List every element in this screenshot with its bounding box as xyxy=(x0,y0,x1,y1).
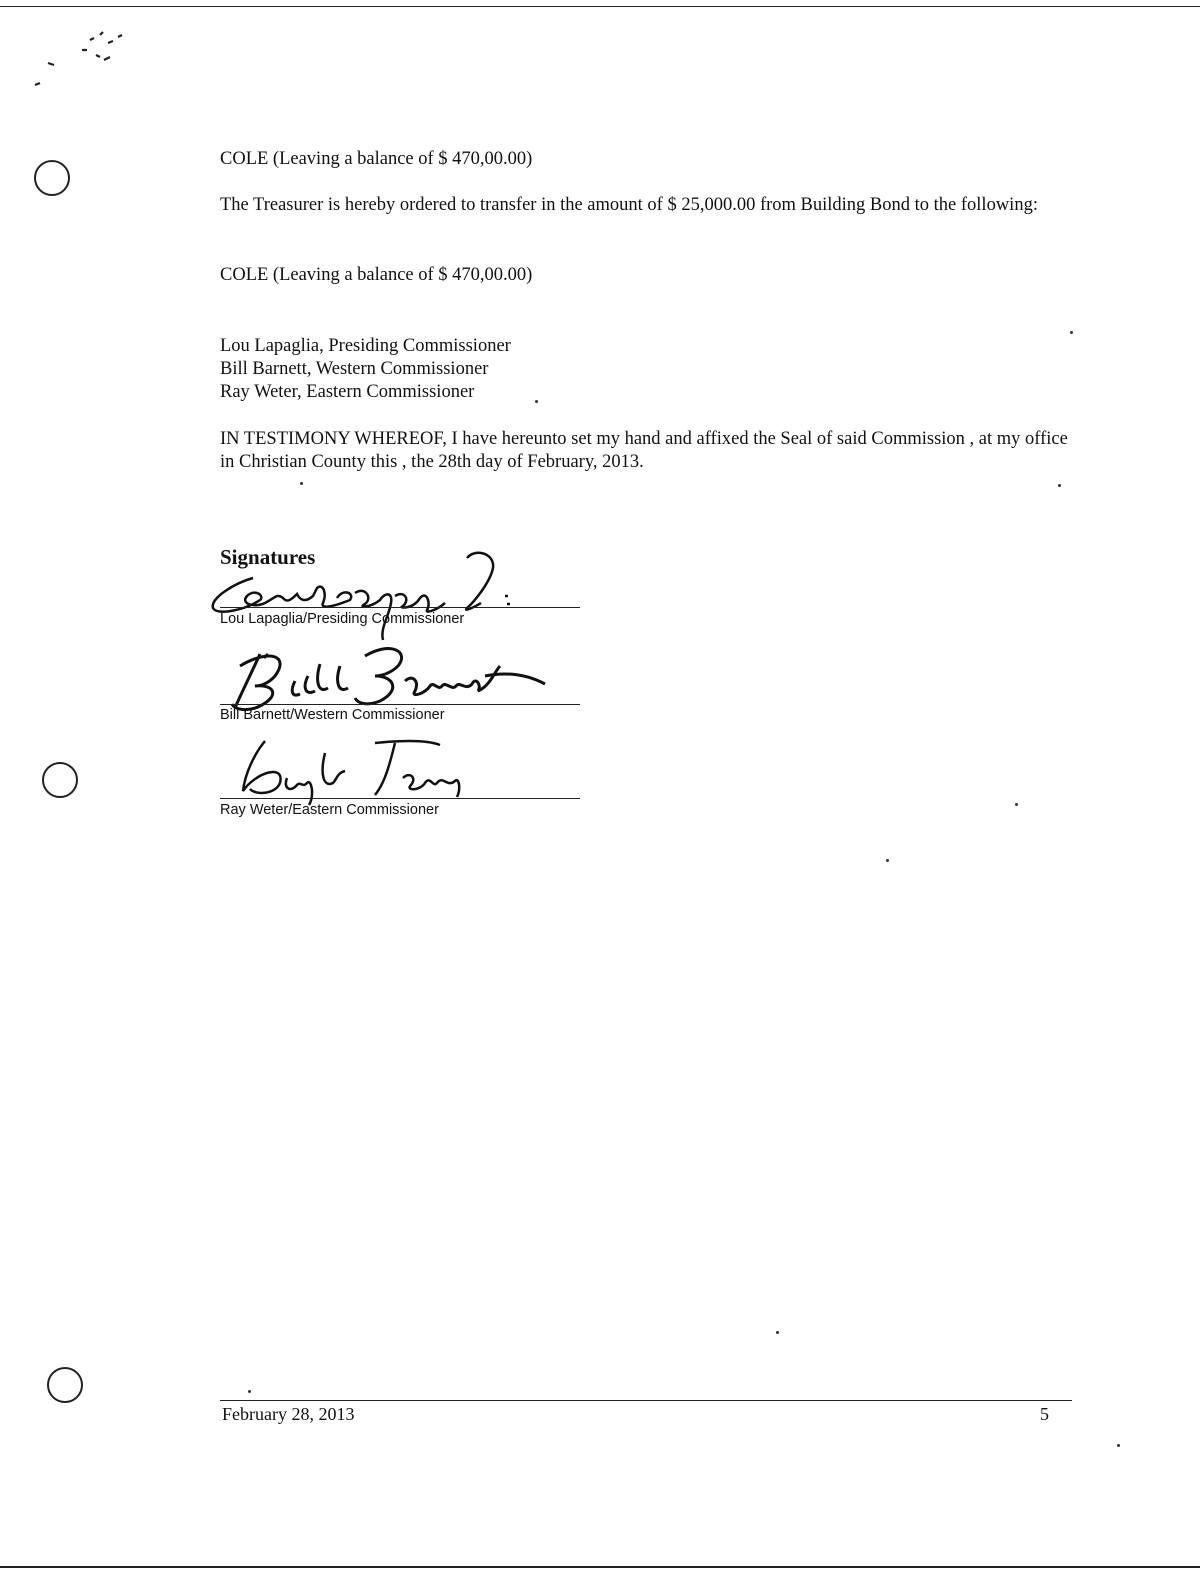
scan-speck xyxy=(535,400,538,403)
punch-hole-middle xyxy=(42,762,78,798)
scan-speck xyxy=(1070,331,1073,334)
signature-caption-bill: Bill Barnett/Western Commissioner xyxy=(220,707,445,723)
scan-speckle-icon xyxy=(30,25,140,95)
scan-speck xyxy=(1015,803,1018,806)
signature-line-lou xyxy=(220,607,580,608)
commissioner-eastern: Ray Weter, Eastern Commissioner xyxy=(220,382,475,402)
commissioner-western: Bill Barnett, Western Commissioner xyxy=(220,359,489,379)
commissioner-presiding: Lou Lapaglia, Presiding Commissioner xyxy=(220,336,511,356)
top-scan-edge xyxy=(0,6,1200,7)
signature-line-ray xyxy=(220,798,580,799)
balance-line-2: COLE (Leaving a balance of $ 470,00.00) xyxy=(220,265,533,285)
scan-speck xyxy=(300,482,303,485)
scan-speck xyxy=(1117,1444,1120,1447)
signature-line-bill xyxy=(220,704,580,705)
footer-date: February 28, 2013 xyxy=(222,1404,355,1424)
scan-speck xyxy=(886,859,889,862)
balance-line-1: COLE (Leaving a balance of $ 470,00.00) xyxy=(220,149,533,169)
signature-caption-ray: Ray Weter/Eastern Commissioner xyxy=(220,802,439,818)
signature-lou-lapaglia xyxy=(205,548,545,648)
signatures-heading: Signatures xyxy=(220,545,316,569)
scan-speck xyxy=(776,1331,779,1334)
scan-speck xyxy=(248,1390,251,1393)
punch-hole-top xyxy=(34,160,70,196)
testimony-paragraph: IN TESTIMONY WHEREOF, I have hereunto set my hand and affixed the Seal of said Commission , at my office in Christian County this , the 28th day of February, 2013. xyxy=(220,429,1068,472)
scan-speck xyxy=(1058,484,1061,487)
page-number: 5 xyxy=(1040,1404,1049,1424)
punch-hole-bottom xyxy=(47,1367,83,1403)
signature-ray-weter xyxy=(225,733,485,813)
signature-caption-lou: Lou Lapaglia/Presiding Commissioner xyxy=(220,611,465,627)
bottom-scan-edge xyxy=(0,1566,1200,1568)
transfer-order-paragraph: The Treasurer is hereby ordered to transfer in the amount of $ 25,000.00 from Building Bond to the following: xyxy=(220,195,1038,215)
footer-rule xyxy=(220,1400,1072,1401)
